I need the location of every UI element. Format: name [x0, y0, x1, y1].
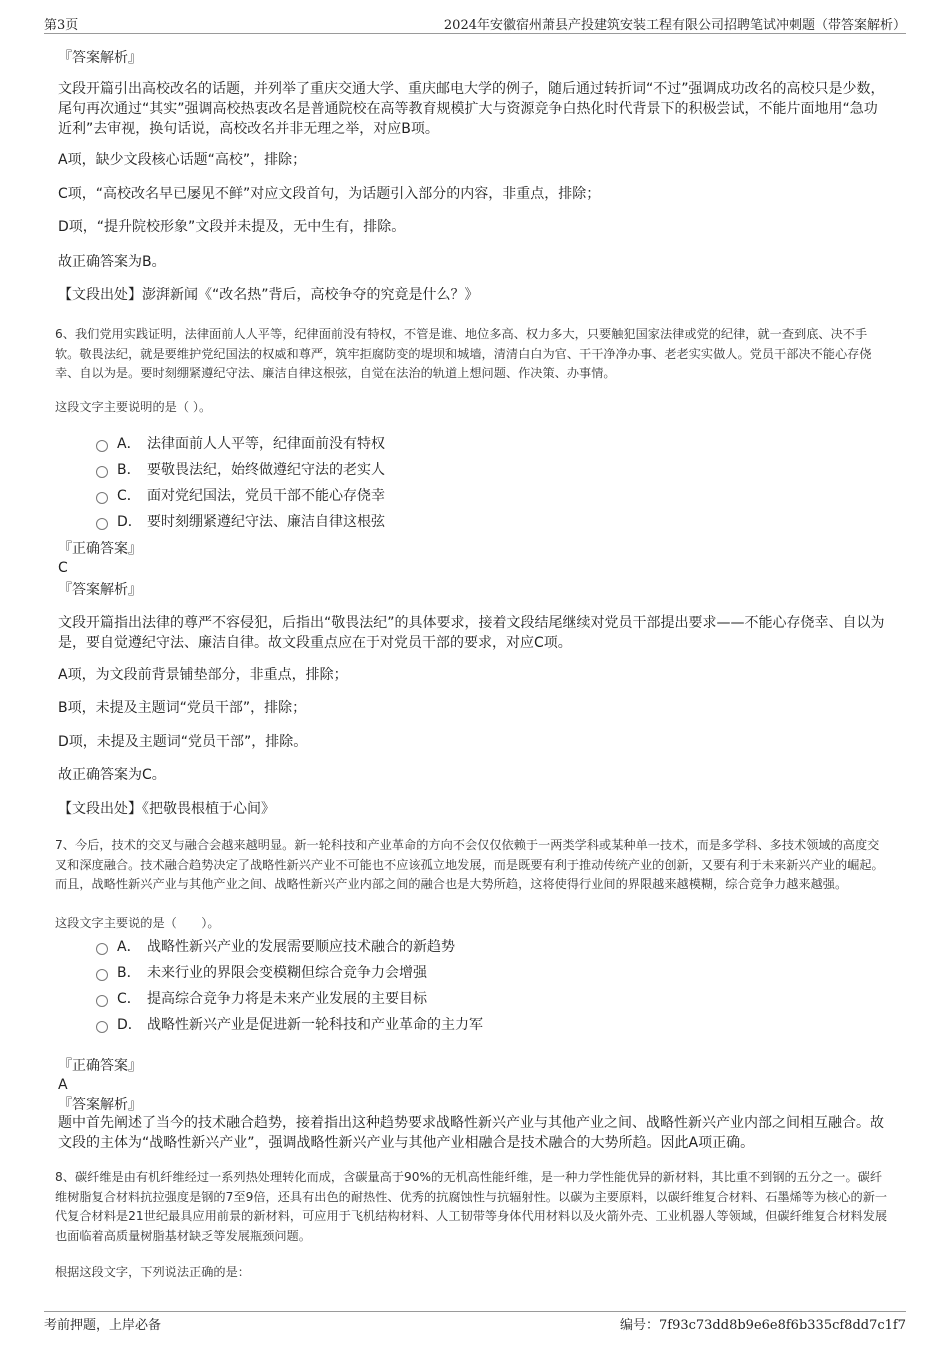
- radio-icon[interactable]: [96, 969, 108, 981]
- q6-option-d-note: D项，未提及主题词“党员干部”，排除。: [58, 734, 308, 750]
- header-divider: [44, 33, 906, 34]
- q6-answer-label: 『正确答案』: [58, 541, 142, 557]
- option-text: 战略性新兴产业是促进新一轮科技和产业革命的主力军: [147, 1017, 483, 1033]
- q5-analysis-label: 『答案解析』: [58, 50, 142, 66]
- q7-option-d[interactable]: [96, 1015, 483, 1035]
- option-letter: A．: [117, 939, 141, 955]
- option-text: 面对党纪国法，党员干部不能心存侥幸: [147, 488, 385, 504]
- option-letter: B．: [117, 965, 141, 981]
- q7-stem: 7、今后，技术的交叉与融合会越来越明显。新一轮科技和产业革命的方向不会仅仅依赖于一两类学科或某种单一技术，而是多学科、多技术领域的高度交叉和深度融合。技术融合趋势决定了战略性新兴产业不可能也不应该孤立地发展，而是既要有利于推动传统产业的创新，又要有利于未来新兴产业的崛起。而且，战略性新兴产业与其他产业之间、战略性新兴产业内部之间的融合也是大势所趋，这将使得行业间的界限越来越模糊，综合竞争力越来越强。: [55, 838, 884, 891]
- q7-option-a[interactable]: [96, 937, 455, 957]
- option-letter: D．: [117, 1017, 142, 1033]
- q7-analysis: 题中首先阐述了当今的技术融合趋势，接着指出这种趋势要求战略性新兴产业与其他产业之间、战略性新兴产业内部之间相互融合。故文段的主体为“战略性新兴产业”，强调战略性新兴产业与其他产业相融合是技术融合的大势所趋。因此A项正确。: [58, 1115, 884, 1151]
- radio-icon[interactable]: [96, 466, 108, 478]
- radio-icon[interactable]: [96, 518, 108, 530]
- q6-option-a[interactable]: [96, 434, 385, 454]
- q7-question: 这段文字主要说的是（ ）。: [55, 916, 220, 930]
- q7-answer-label: 『正确答案』: [58, 1058, 142, 1074]
- option-letter: C．: [117, 488, 141, 504]
- option-letter: C．: [117, 991, 141, 1007]
- option-letter: D．: [117, 514, 142, 530]
- radio-icon[interactable]: [96, 943, 108, 955]
- q6-option-d[interactable]: [96, 512, 385, 532]
- option-text: 要时刻绷紧遵纪守法、廉洁自律这根弦: [147, 514, 385, 530]
- radio-icon[interactable]: [96, 1021, 108, 1033]
- option-letter: A．: [117, 436, 141, 452]
- radio-icon[interactable]: [96, 440, 108, 452]
- q8-question: 根据这段文字，下列说法正确的是：: [55, 1265, 250, 1279]
- q6-analysis: 文段开篇指出法律的尊严不容侵犯，后指出“敬畏法纪”的具体要求，接着文段结尾继续对党员干部提出要求——不能心存侥幸、自以为是，要自觉遵纪守法、廉洁自律。故文段重点应在于对党员干部的要求，对应C项。: [58, 615, 885, 651]
- q5-option-c-note: C项，“高校改名早已屡见不鲜”对应文段首句，为话题引入部分的内容，非重点，排除；: [58, 186, 601, 202]
- footer-serial: 编号：7f93c73dd8b9e6e8f6b335cf8dd7c1f7: [619, 1318, 906, 1333]
- q6-analysis-label: 『答案解析』: [58, 582, 142, 598]
- q6-answer: C: [58, 560, 68, 576]
- q6-option-b[interactable]: [96, 460, 385, 480]
- option-text: 战略性新兴产业的发展需要顺应技术融合的新趋势: [147, 939, 455, 955]
- q6-option-b-note: B项，未提及主题词“党员干部”，排除；: [58, 700, 307, 716]
- option-text: 法律面前人人平等，纪律面前没有特权: [147, 436, 385, 452]
- q6-conclusion: 故正确答案为C。: [58, 767, 166, 783]
- q6-option-c[interactable]: [96, 486, 385, 506]
- q7-answer: A: [58, 1077, 68, 1093]
- q6-stem: 6、我们党用实践证明，法律面前人人平等，纪律面前没有特权，不管是谁、地位多高、权力多大，只要触犯国家法律或党的纪律，就一查到底、决不手软。敬畏法纪，就是要维护党纪国法的权威和尊严，筑牢拒腐防变的堤坝和城墙，清清白白为官、干干净净办事、老老实实做人。党员干部决不能心存侥幸、自以为是。要时刻绷紧遵纪守法、廉洁自律这根弦，自觉在法治的轨道上想问题、作决策、办事情。: [55, 327, 872, 380]
- q6-question: 这段文字主要说明的是（ ）。: [55, 400, 212, 414]
- q6-option-a-note: A项，为文段前背景铺垫部分，非重点，排除；: [58, 667, 348, 683]
- radio-icon[interactable]: [96, 995, 108, 1007]
- option-text: 未来行业的界限会变模糊但综合竞争力会增强: [147, 965, 427, 981]
- option-text: 要敬畏法纪，始终做遵纪守法的老实人: [147, 462, 385, 478]
- q5-option-a-note: A项，缺少文段核心话题“高校”，排除；: [58, 152, 307, 168]
- radio-icon[interactable]: [96, 492, 108, 504]
- page-number: 第3页: [44, 18, 79, 33]
- option-text: 提高综合竞争力将是未来产业发展的主要目标: [147, 991, 427, 1007]
- page-header-title: 2024年安徽宿州萧县产投建筑安装工程有限公司招聘笔试冲刺题（带答案解析）: [443, 18, 906, 33]
- option-letter: B．: [117, 462, 141, 478]
- footer-divider: [44, 1311, 906, 1312]
- q5-analysis: 文段开篇引出高校改名的话题，并列举了重庆交通大学、重庆邮电大学的例子，随后通过转折词“不过”强调成功改名的高校只是少数，尾句再次通过“其实”强调高校热衷改名是普通院校在高等教育规模扩大与资源竞争白热化时代背景下的积极尝试，不能片面地用“急功近利”去审视，换句话说，高校改名并非无理之举，对应B项。: [58, 81, 885, 137]
- q5-conclusion: 故正确答案为B。: [58, 254, 166, 270]
- q6-source: 【文段出处】《把敬畏根植于心间》: [58, 801, 275, 817]
- q7-option-b[interactable]: [96, 963, 427, 983]
- q7-option-c[interactable]: [96, 989, 427, 1009]
- q8-stem: 8、碳纤维是由有机纤维经过一系列热处理转化而成，含碳量高于90%的无机高性能纤维，是一种力学性能优异的新材料，其比重不到钢的五分之一。碳纤维树脂复合材料抗拉强度是钢的7至9倍，还具有出色的耐热性、优秀的抗腐蚀性与抗辐射性。以碳为主要原料，以碳纤维复合材料、石墨烯等为核心的新一代复合材料是21世纪最具应用前景的新材料，可应用于飞机结构材料、人工韧带等身体代用材料以及火箭外壳、工业机器人等领域，但碳纤维复合材料发展也面临着高质量树脂基材缺乏等发展瓶颈问题。: [55, 1170, 888, 1243]
- footer-slogan: 考前押题，上岸必备: [44, 1318, 162, 1333]
- q7-analysis-label: 『答案解析』: [58, 1097, 142, 1113]
- q5-source: 【文段出处】澎湃新闻《“改名热”背后，高校争夺的究竟是什么？》: [58, 287, 479, 303]
- q5-option-d-note: D项，“提升院校形象”文段并未提及，无中生有，排除。: [58, 219, 406, 235]
